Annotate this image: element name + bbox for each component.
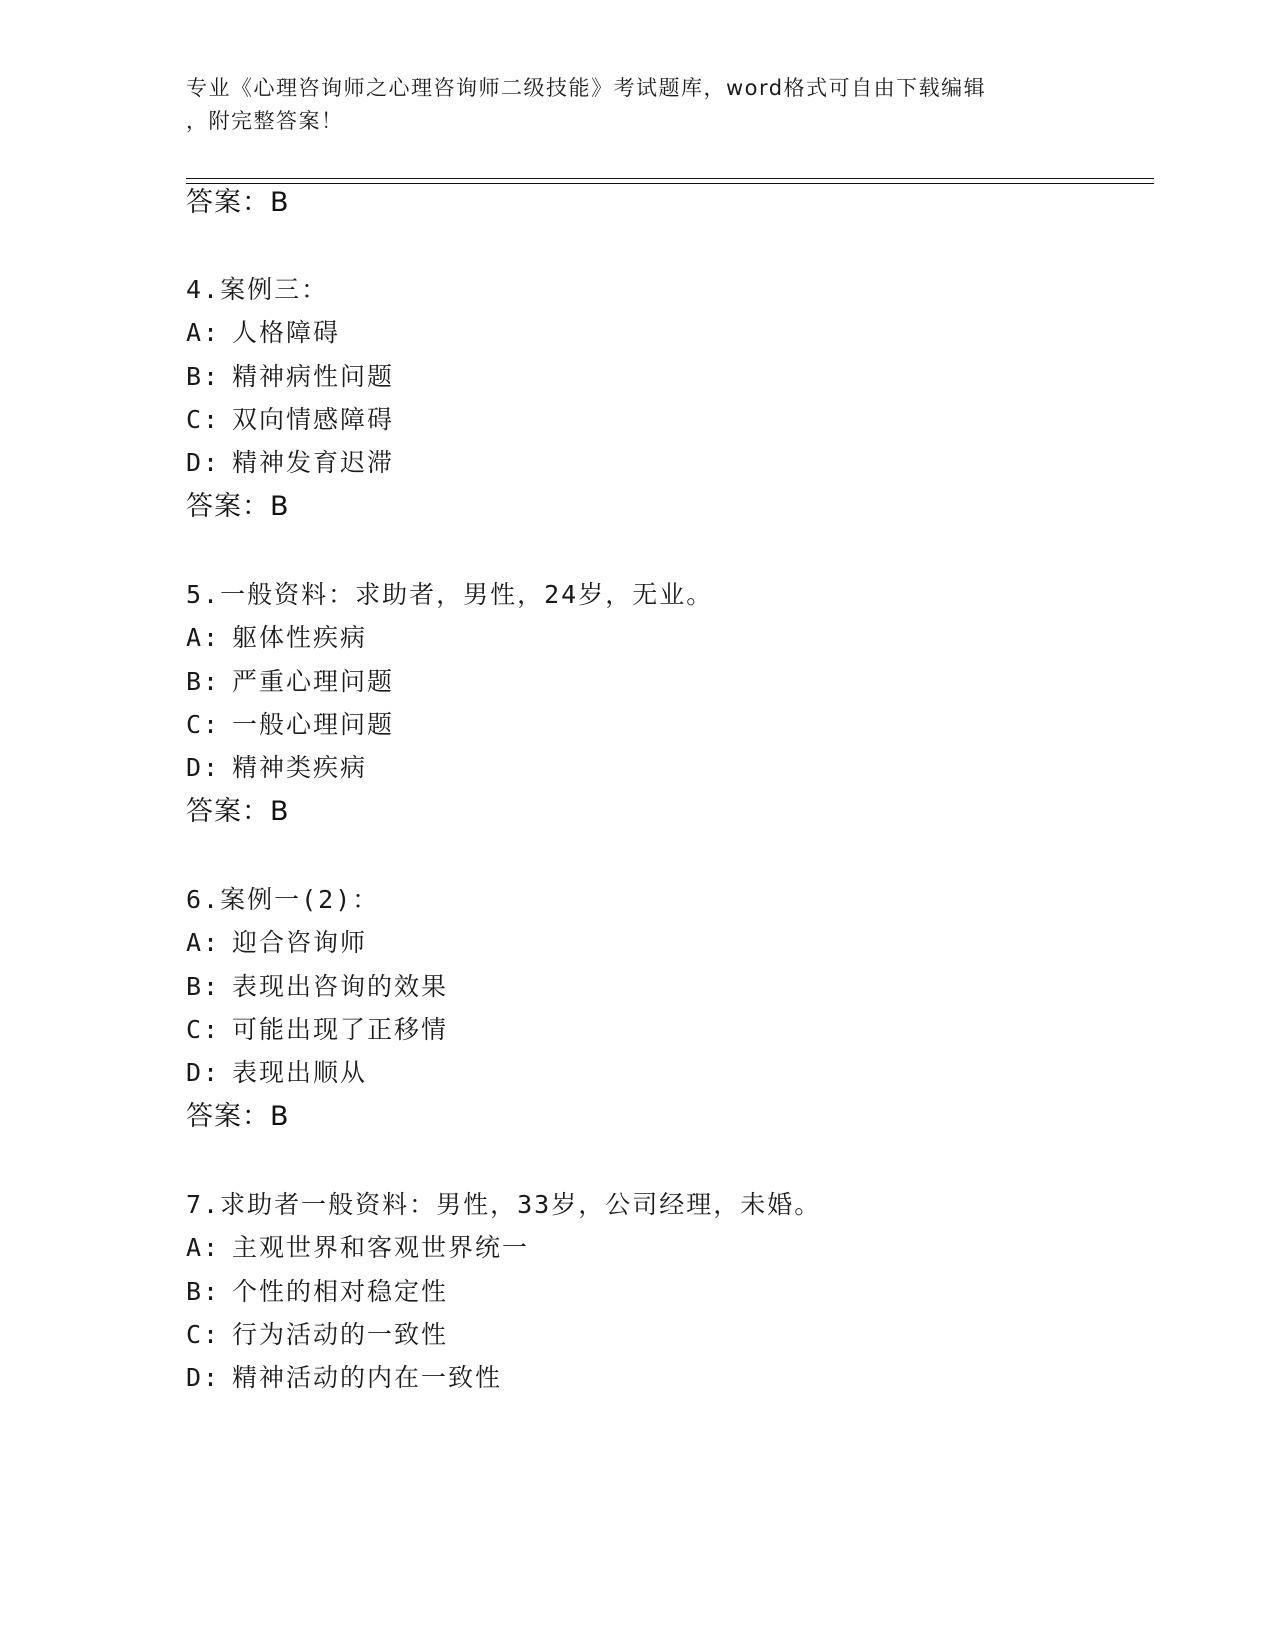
option-key: B:	[186, 667, 221, 696]
question-option	[186, 447, 394, 479]
option-text: 个性的相对稳定性	[232, 1277, 449, 1306]
option-text: 躯体性疾病	[232, 623, 368, 652]
question-option	[186, 1362, 502, 1394]
option-text: 精神活动的内在一致性	[232, 1363, 503, 1392]
option-key: A:	[186, 318, 221, 347]
option-text: 一般心理问题	[232, 710, 395, 739]
option-key: B:	[186, 972, 221, 1001]
question-option	[186, 927, 367, 959]
question-option	[186, 361, 394, 393]
question-option	[186, 1232, 529, 1264]
option-text: 表现出顺从	[232, 1058, 368, 1087]
answer-line: 答案：B	[186, 491, 290, 522]
option-key: B:	[186, 1277, 221, 1306]
option-key: A:	[186, 623, 221, 652]
question-option	[186, 709, 394, 741]
document-header	[186, 72, 1066, 138]
option-text: 表现出咨询的效果	[232, 972, 449, 1001]
question-option	[186, 1276, 448, 1308]
answer-line: 答案：B	[186, 187, 290, 218]
header-divider-top	[186, 178, 1154, 179]
question-option	[186, 1057, 367, 1089]
option-key: C:	[186, 1320, 221, 1349]
header-line-2: ，附完整答案！	[186, 109, 344, 133]
option-text: 精神类疾病	[232, 753, 368, 782]
option-key: D:	[186, 448, 221, 477]
option-text: 精神病性问题	[232, 362, 395, 391]
option-key: C:	[186, 710, 221, 739]
option-key: D:	[186, 1363, 221, 1392]
question-option	[186, 622, 367, 654]
answer-line: 答案：B	[186, 796, 290, 827]
question-option	[186, 971, 448, 1003]
question-option	[186, 404, 394, 436]
option-key: C:	[186, 405, 221, 434]
option-text: 严重心理问题	[232, 667, 395, 696]
option-key: A:	[186, 1233, 221, 1262]
question-option	[186, 1014, 448, 1046]
question-title: 7.求助者一般资料：男性，33岁，公司经理，未婚。	[186, 1190, 822, 1219]
question-option	[186, 666, 394, 698]
option-key: A:	[186, 928, 221, 957]
answer-line: 答案：B	[186, 1101, 290, 1132]
option-text: 可能出现了正移情	[232, 1015, 449, 1044]
option-text: 双向情感障碍	[232, 405, 395, 434]
question-option	[186, 1319, 448, 1351]
option-text: 主观世界和客观世界统一	[232, 1233, 530, 1262]
question-title: 4.案例三：	[186, 275, 329, 304]
option-key: B:	[186, 362, 221, 391]
question-option	[186, 317, 340, 349]
question-title: 6.案例一(2)：	[186, 885, 380, 914]
option-text: 精神发育迟滞	[232, 448, 395, 477]
option-text: 迎合咨询师	[232, 928, 368, 957]
option-text: 人格障碍	[232, 318, 341, 347]
question-option	[186, 752, 367, 784]
header-line-1: 专业《心理咨询师之心理咨询师二级技能》考试题库，word格式可自由下载编辑	[186, 76, 987, 100]
header-divider-bottom	[186, 183, 1154, 184]
option-key: D:	[186, 1058, 221, 1087]
option-key: D:	[186, 753, 221, 782]
option-text: 行为活动的一致性	[232, 1320, 449, 1349]
question-title: 5.一般资料：求助者，男性，24岁，无业。	[186, 580, 714, 609]
option-key: C:	[186, 1015, 221, 1044]
